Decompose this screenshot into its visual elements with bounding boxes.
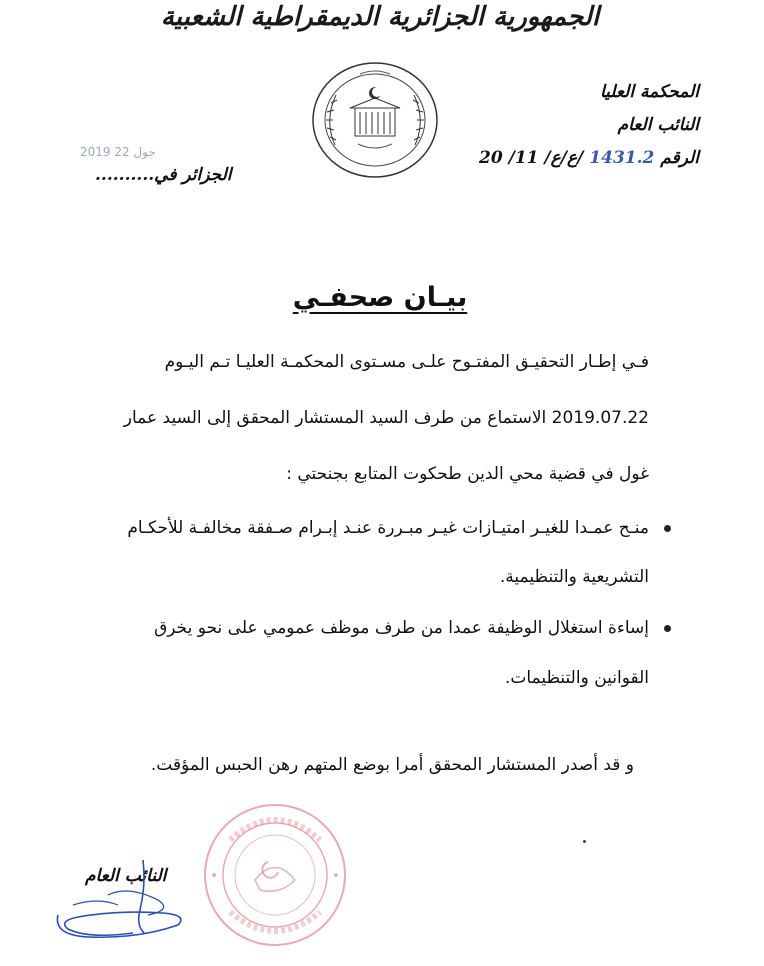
charge-item-2 [109,616,649,640]
charge-item-2-line-2: القوانين والتنظيمات. [504,668,649,688]
paragraph-line-1: فـي إطـار التحقيـق المفتـوح علـى مسـتوى المحكمـة العليـا تـم اليـوم [164,352,649,372]
supreme-court-emblem [310,60,440,180]
paragraph-line-3: غول في قضية محي الدين طحكوت المتابع بجنحتي : [286,464,649,484]
closing-statement: و قد أصدر المستشار المحقق أمرا بوضع المتهم رهن الحبس المؤقت. [150,755,634,775]
ref-label: الرقم [660,148,699,168]
reference-number [479,148,699,168]
document-title: بيـان صحفـي [292,282,468,313]
republic-header: الجمهورية الجزائرية الديمقراطية الشعبية [160,2,600,32]
charge-item-1 [109,516,649,540]
paragraph-line-2: 2019.07.22 الاستماع من طرف السيد المستشار المحقق إلى السيد عمار [123,408,649,428]
charge-item-2-line-1: إساءة استغلال الوظيفة عمدا من طرف موظف عمومي على نحو يخرق [154,618,649,638]
charge-item-1-line-1: منـح عمـدا للغيـر امتيـازات غيـر مبـررة عنـد إبـرام صـفقة مخالفـة للأحكـام [127,518,649,538]
court-name: المحكمة العليا [600,82,699,102]
official-stamp [200,800,350,950]
place-date-line: الجزائر في.......... [95,165,232,185]
ref-number: 1431.2 [589,148,655,168]
bullet-icon [664,625,671,632]
charge-item-1-line-2: التشريعية والتنظيمية. [499,567,649,587]
bullet-icon [664,525,671,532]
received-date-stamp: 2019 جول 22 [80,145,156,159]
signer-title: النائب العام [85,866,167,886]
ref-suffix: /ع/ع/ 11/ 20 [479,148,584,168]
handwritten-signature [48,855,198,945]
prosecutor-title: النائب العام [617,115,699,135]
stray-mark [583,840,586,843]
